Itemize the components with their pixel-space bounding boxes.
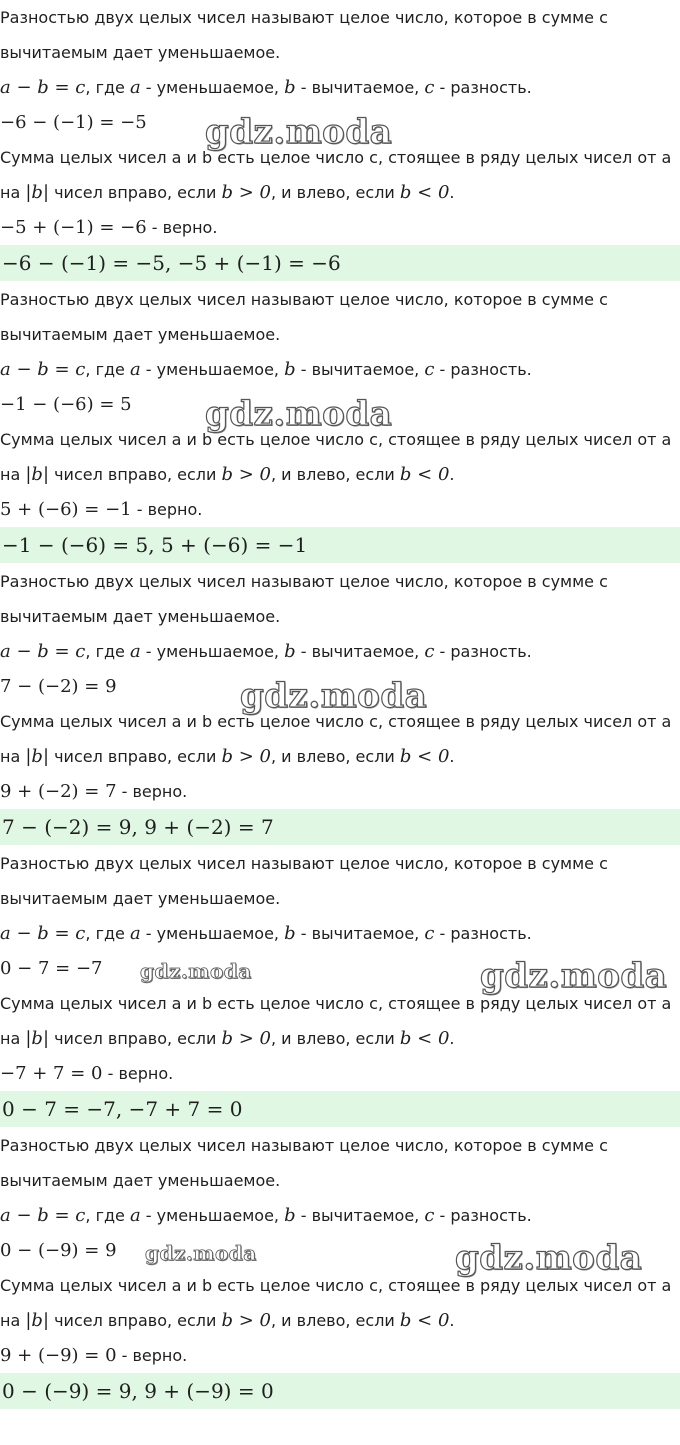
difference-formula-line [0,70,680,105]
formula: a − b = c [0,77,86,98]
text-fragment: на [0,747,26,766]
solution-block [0,564,680,846]
text-fragment: . [449,747,455,766]
difference-definition-line-1: Разностью двух целых чисел называют целое число, которое в сумме с [0,1136,608,1155]
text-fragment: - уменьшаемое, [140,360,285,379]
difference-definition-line-2: вычитаемым дает уменьшаемое. [0,43,281,62]
var-c: c [424,77,435,98]
check-equation: −5 + (−1) = −6 [0,217,147,238]
answer-highlight: 7 − (−2) = 9, 9 + (−2) = 7 [0,809,680,845]
sum-rule-line-1: Сумма целых чисел a и b есть целое число c, стоящее в ряду целых чисел от a [0,994,672,1013]
var-b: b [284,1205,296,1226]
var-a: a [129,923,141,944]
formula: a − b = c [0,1205,86,1226]
calculation-line: 7 − (−2) = 9 [0,676,117,697]
solution-block [0,282,680,564]
condition-negative: b < 0 [399,182,450,203]
text-fragment: . [449,465,455,484]
check-suffix: - верно. [116,1346,188,1365]
solution-block [0,0,680,282]
watermark-logo: gdz.moda [480,956,668,996]
text-fragment: чисел вправо, если [49,1029,222,1048]
watermark-logo: gdz.moda [145,1241,257,1265]
var-c: c [424,641,435,662]
text-fragment: - вычитаемое, [295,1206,425,1225]
var-a: a [129,641,141,662]
text-fragment: на [0,1029,26,1048]
var-a: a [129,77,141,98]
text-fragment: , где [85,360,130,379]
text-fragment: . [449,183,455,202]
condition-negative: b < 0 [399,1028,450,1049]
text-fragment: на [0,1311,26,1330]
condition-positive: b > 0 [221,182,271,203]
text-fragment: , и влево, если [271,747,400,766]
check-line [0,210,680,245]
difference-formula-line [0,916,680,951]
var-c: c [424,1205,435,1226]
difference-definition-line-1: Разностью двух целых чисел называют целое число, которое в сумме с [0,854,608,873]
text-fragment: чисел вправо, если [49,747,222,766]
check-suffix: - верно. [131,500,203,519]
difference-definition-line-2: вычитаемым дает уменьшаемое. [0,607,281,626]
sum-rule-line-1: Сумма целых чисел a и b есть целое число c, стоящее в ряду целых чисел от a [0,712,672,731]
answer-highlight: 0 − 7 = −7, −7 + 7 = 0 [0,1091,680,1127]
var-c: c [424,359,435,380]
difference-definition-line-1: Разностью двух целых чисел называют целое число, которое в сумме с [0,572,608,591]
text-fragment: - вычитаемое, [295,360,425,379]
var-a: a [129,1205,141,1226]
text-fragment: чисел вправо, если [49,183,222,202]
watermark-logo: gdz.moda [205,394,393,434]
sum-rule-line-1: Сумма целых чисел a и b есть целое число c, стоящее в ряду целых чисел от a [0,148,672,167]
sum-rule-line-1: Сумма целых чисел a и b есть целое число c, стоящее в ряду целых чисел от a [0,430,672,449]
text-fragment: - вычитаемое, [295,642,425,661]
sum-rule-line-2 [0,175,680,210]
check-line [0,1338,680,1373]
calculation-line: 0 − (−9) = 9 [0,1240,117,1261]
text-fragment: - уменьшаемое, [140,924,285,943]
text-fragment: . [449,1311,455,1330]
answer-highlight: −1 − (−6) = 5, 5 + (−6) = −1 [0,527,680,563]
text-fragment: - разность. [434,642,532,661]
condition-positive: b > 0 [221,1310,271,1331]
abs-b: |b| [25,746,50,767]
text-fragment: - разность. [434,1206,532,1225]
text-fragment: чисел вправо, если [49,1311,222,1330]
check-line [0,774,680,809]
text-fragment: , и влево, если [271,183,400,202]
check-equation: 9 + (−9) = 0 [0,1345,117,1366]
text-fragment: - уменьшаемое, [140,78,285,97]
text-fragment: - вычитаемое, [295,924,425,943]
formula: a − b = c [0,923,86,944]
difference-definition-line-2: вычитаемым дает уменьшаемое. [0,325,281,344]
formula: a − b = c [0,641,86,662]
check-suffix: - верно. [116,782,188,801]
condition-positive: b > 0 [221,1028,271,1049]
abs-b: |b| [25,1028,50,1049]
difference-formula-line [0,1198,680,1233]
condition-negative: b < 0 [399,1310,450,1331]
formula: a − b = c [0,359,86,380]
watermark-logo: gdz.moda [205,112,393,152]
check-equation: 9 + (−2) = 7 [0,781,117,802]
text-fragment: , где [85,642,130,661]
text-fragment: - вычитаемое, [295,78,425,97]
calculation-line: −6 − (−1) = −5 [0,112,147,133]
var-b: b [284,359,296,380]
solution-block [0,846,680,1128]
text-fragment: , и влево, если [271,1311,400,1330]
sum-rule-line-2 [0,457,680,492]
sum-rule-line-2 [0,1021,680,1056]
check-line [0,1056,680,1091]
check-equation: 5 + (−6) = −1 [0,499,132,520]
text-fragment: - разность. [434,924,532,943]
sum-rule-line-2 [0,739,680,774]
difference-definition-line-2: вычитаемым дает уменьшаемое. [0,1171,281,1190]
text-fragment: , где [85,78,130,97]
var-c: c [424,923,435,944]
condition-negative: b < 0 [399,746,450,767]
sum-rule-line-1: Сумма целых чисел a и b есть целое число c, стоящее в ряду целых чисел от a [0,1276,672,1295]
answer-highlight: 0 − (−9) = 9, 9 + (−9) = 0 [0,1373,680,1409]
condition-positive: b > 0 [221,464,271,485]
text-fragment: , где [85,1206,130,1225]
check-equation: −7 + 7 = 0 [0,1063,103,1084]
var-b: b [284,923,296,944]
text-fragment: - разность. [434,78,532,97]
difference-definition-line-1: Разностью двух целых чисел называют целое число, которое в сумме с [0,290,608,309]
difference-definition-line-1: Разностью двух целых чисел называют целое число, которое в сумме с [0,8,608,27]
text-fragment: - уменьшаемое, [140,642,285,661]
text-fragment: на [0,183,26,202]
sum-rule-line-2 [0,1303,680,1338]
condition-negative: b < 0 [399,464,450,485]
text-fragment: , и влево, если [271,465,400,484]
text-fragment: чисел вправо, если [49,465,222,484]
answer-highlight: −6 − (−1) = −5, −5 + (−1) = −6 [0,245,680,281]
var-a: a [129,359,141,380]
calculation-line: 0 − 7 = −7 [0,958,103,979]
check-suffix: - верно. [146,218,218,237]
check-line [0,492,680,527]
text-fragment: - уменьшаемое, [140,1206,285,1225]
difference-definition-line-2: вычитаемым дает уменьшаемое. [0,889,281,908]
abs-b: |b| [25,1310,50,1331]
check-suffix: - верно. [102,1064,174,1083]
text-fragment: , и влево, если [271,1029,400,1048]
calculation-line: −1 − (−6) = 5 [0,394,132,415]
solution-block [0,1128,680,1410]
abs-b: |b| [25,182,50,203]
var-b: b [284,641,296,662]
text-fragment: . [449,1029,455,1048]
difference-formula-line [0,634,680,669]
text-fragment: на [0,465,26,484]
watermark-logo: gdz.moda [455,1238,643,1278]
var-b: b [284,77,296,98]
watermark-logo: gdz.moda [240,676,428,716]
text-fragment: , где [85,924,130,943]
difference-formula-line [0,352,680,387]
abs-b: |b| [25,464,50,485]
watermark-logo: gdz.moda [140,959,252,983]
condition-positive: b > 0 [221,746,271,767]
text-fragment: - разность. [434,360,532,379]
